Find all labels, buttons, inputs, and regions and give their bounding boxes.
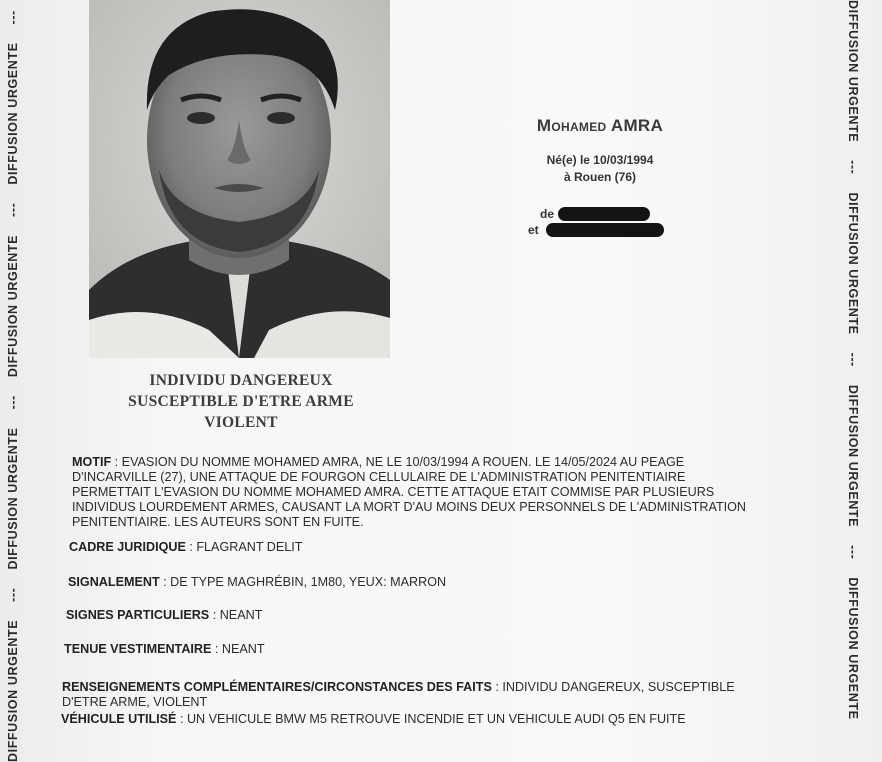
birth-date: Né(e) le 10/03/1994 (546, 153, 654, 167)
banner-text: DIFFUSION URGENTE (6, 42, 20, 185)
redaction-bar (546, 223, 664, 237)
banner-text: DIFFUSION URGENTE (6, 619, 20, 762)
warning-line: INDIVIDU DANGEREUX (149, 372, 333, 389)
renseignements-text: : INDIVIDU DANGEREUX, SUSCEPTIBLE D'ETRE ARME, VIOLENT (62, 680, 735, 709)
left-banner (2, 0, 32, 762)
tenue-text: : NEANT (211, 642, 265, 656)
signalement-label: SIGNALEMENT (68, 575, 160, 589)
birth-info (500, 152, 700, 186)
identity-block (500, 116, 700, 186)
banner-separator: --- (6, 587, 20, 602)
vehicule-text: : UN VEHICULE BMW M5 RETROUVE INCENDIE ET UN VEHICULE AUDI Q5 EN FUITE (176, 712, 686, 726)
banner-separator: --- (846, 160, 860, 175)
banner-text: DIFFUSION URGENTE (846, 577, 860, 720)
danger-warning (96, 370, 386, 433)
banner-separator: --- (846, 545, 860, 560)
warning-line: SUSCEPTIBLE D'ETRE ARME (128, 393, 354, 410)
signalement-text: : DE TYPE MAGHRÉBIN, 1M80, YEUX: MARRON (159, 575, 447, 589)
signalement-section (68, 575, 768, 590)
banner-text: DIFFUSION URGENTE (846, 0, 860, 143)
cadre-label: CADRE JURIDIQUE (69, 540, 186, 554)
motif-text: : EVASION DU NOMME MOHAMED AMRA, NE LE 10/03/1994 A ROUEN. LE 14/05/2024 AU PEAGE D'INCARVILLE (27), UNE ATTAQUE DE FOURGON CELLULAIRE DE L'ADMINISTRATION PENITENTIAIRE PERMETTAIT L'EVASION DU NOMME MOHAMED AMRA. CETTE ATTAQUE ETAIT COMMISE PAR PLUSIEURS INDIVIDUS LOURDEMENT ARMES, CAUSANT LA MORT D'AU MOINS DEUX PERSONNELS DE L'ADMINISTRATION PENITENTIAIRE. LES AUTEURS SONT EN FUITE. (72, 455, 747, 529)
signes-section (66, 608, 766, 623)
signes-label: SIGNES PARTICULIERS (66, 608, 210, 622)
banner-text: DIFFUSION URGENTE (6, 427, 20, 570)
redaction-bar (558, 207, 650, 221)
vehicule-section (61, 712, 781, 727)
motif-label: MOTIF (72, 455, 112, 469)
banner-text: DIFFUSION URGENTE (846, 384, 860, 528)
cadre-text: : FLAGRANT DELIT (185, 540, 303, 554)
motif-section (72, 455, 752, 530)
parents-block (528, 206, 688, 238)
last-name: AMRA (610, 116, 664, 135)
banner-separator: --- (6, 10, 20, 25)
parent1-label: de (540, 207, 555, 221)
banner-text: DIFFUSION URGENTE (6, 234, 20, 378)
banner-separator: --- (6, 395, 20, 410)
parent2-label: et (528, 223, 539, 237)
right-banner (838, 0, 868, 762)
cadre-section (69, 540, 769, 555)
banner-separator: --- (846, 352, 860, 367)
suspect-photo (89, 0, 390, 358)
birth-place: à Rouen (76) (563, 170, 636, 184)
warning-line: VIOLENT (204, 414, 278, 431)
renseignements-section (62, 680, 782, 710)
tenue-label: TENUE VESTIMENTAIRE (64, 642, 212, 656)
tenue-section (64, 642, 764, 657)
banner-text: DIFFUSION URGENTE (846, 192, 860, 335)
suspect-name (500, 116, 700, 136)
first-name: Mohamed (536, 116, 607, 135)
signes-text: : NEANT (209, 608, 263, 622)
banner-separator: --- (6, 202, 20, 217)
renseignements-label: RENSEIGNEMENTS COMPLÉMENTAIRES/CIRCONSTANCES DES FAITS (62, 680, 492, 694)
vehicule-label: VÉHICULE UTILISÉ (61, 712, 177, 726)
